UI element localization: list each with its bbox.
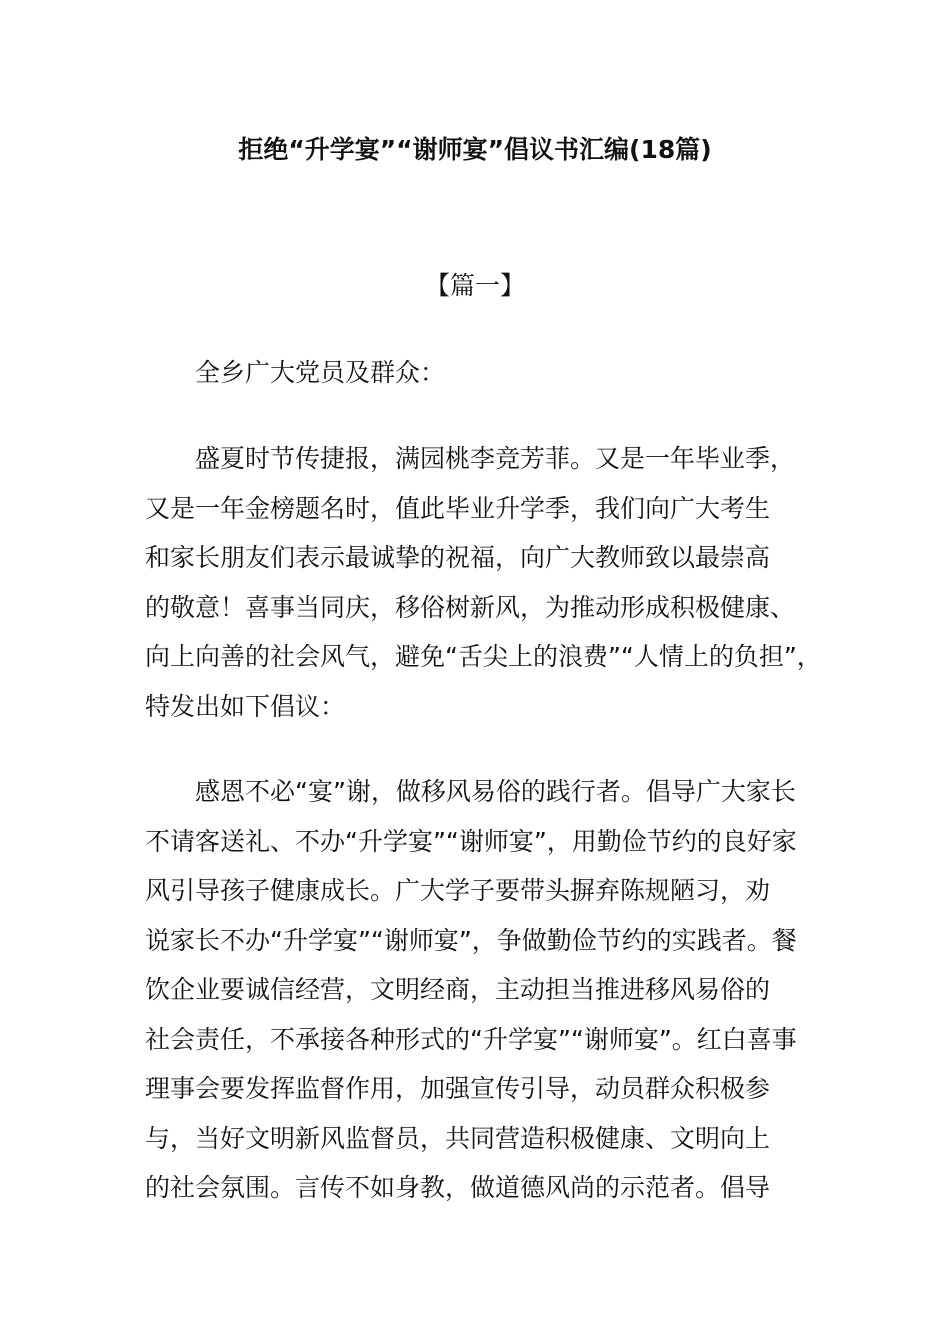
paragraph-line: 特发出如下倡议： — [145, 691, 346, 721]
paragraph-line: 与，当好文明新风监督员，共同营造积极健康、文明向上 — [145, 1123, 771, 1153]
paragraph-line: 又是一年金榜题名时，值此毕业升学季，我们向广大考生 — [145, 493, 771, 523]
paragraph-line: 风引导孩子健康成长。广大学子要带头摒弃陈规陋习，劝 — [145, 876, 771, 905]
paragraph-line: 向上向善的社会风气，避免“舌尖上的浪费”“人情上的负担”， — [145, 642, 822, 671]
paragraph-line: 理事会要发挥监督作用，加强宣传引导，动员群众积极参 — [145, 1074, 771, 1103]
paragraph-2 — [145, 767, 825, 1213]
paragraph-line: 感恩不必“宴”谢，做移风易俗的践行者。倡导广大家长 — [195, 777, 796, 806]
document-title: 拒绝“升学宴”“谢师宴”倡议书汇编(18篇) — [238, 135, 712, 164]
paragraph-line: 饮企业要诚信经营，文明经商，主动担当推进移风易俗的 — [145, 975, 771, 1004]
paragraph-line: 不请客送礼、不办“升学宴”“谢师宴”，用勤俭节约的良好家 — [145, 826, 797, 856]
paragraph-1 — [145, 434, 825, 731]
paragraph-line: 说家长不办“升学宴”“谢师宴”，争做勤俭节约的实践者。餐 — [145, 925, 797, 955]
section-heading: 【篇一】 — [424, 271, 525, 300]
salutation: 全乡广大党员及群众： — [195, 358, 446, 387]
paragraph-line: 和家长朋友们表示最诚挚的祝福，向广大教师致以最崇高 — [145, 543, 771, 572]
paragraph-line: 盛夏时节传捷报，满园桃李竞芳菲。又是一年毕业季， — [195, 444, 796, 473]
paragraph-line: 社会责任，不承接各种形式的“升学宴”“谢师宴”。红白喜事 — [145, 1024, 797, 1054]
paragraph-line: 的社会氛围。言传不如身教，做道德风尚的示范者。倡导 — [145, 1173, 771, 1202]
paragraph-line: 的敬意！喜事当同庆，移俗树新风，为推动形成积极健康、 — [145, 592, 796, 622]
